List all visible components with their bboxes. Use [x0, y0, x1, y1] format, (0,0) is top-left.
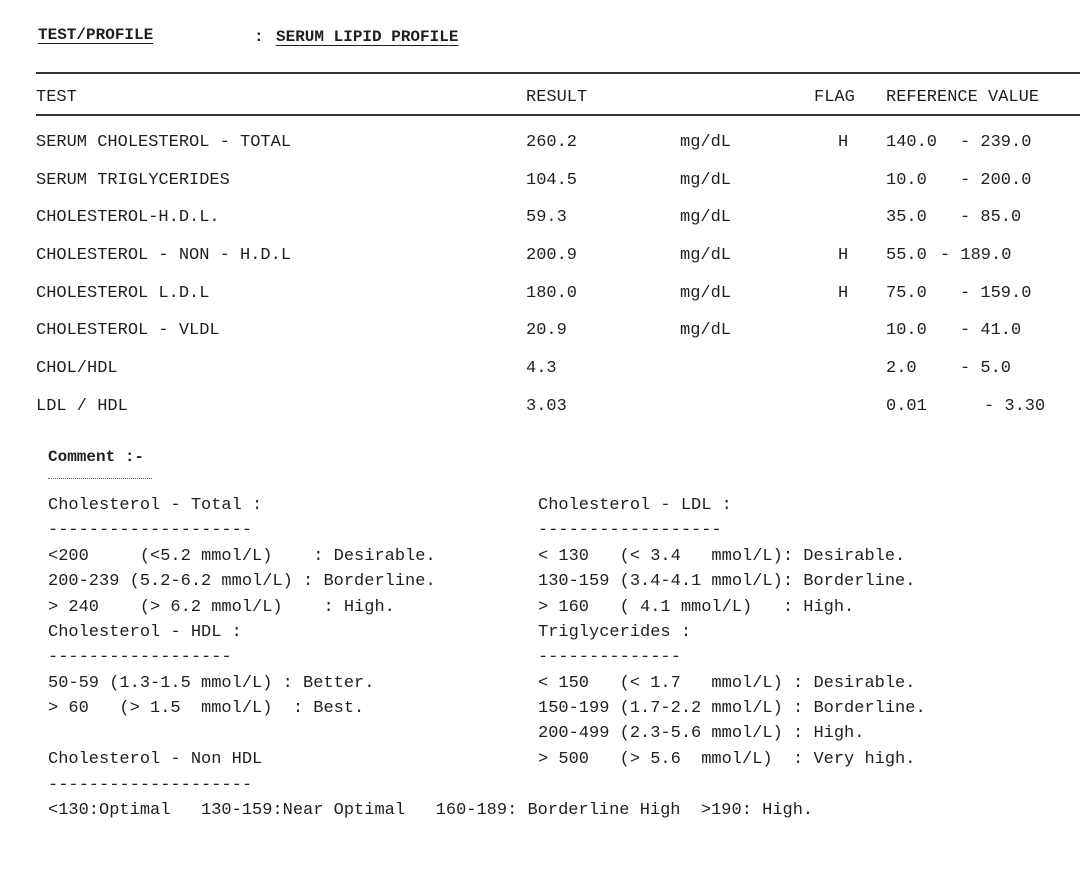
flag-cell: H [838, 284, 849, 303]
ldl-heading: Cholesterol - LDL : [538, 496, 732, 515]
result-cell: 104.5 [526, 171, 578, 190]
test-profile-value: SERUM LIPID PROFILE [276, 28, 459, 46]
flag-cell: H [838, 133, 849, 152]
ldl-line: 130-159 (3.4-4.1 mmol/L): Borderline. [538, 572, 916, 591]
total-line: 200-239 (5.2-6.2 mmol/L) : Borderline. [48, 572, 436, 591]
unit-cell: mg/dL [680, 171, 732, 190]
ref-low-cell: 10.0 [886, 321, 927, 340]
ldl-rule: ------------------ [538, 521, 722, 540]
col-header-test: TEST [36, 88, 77, 107]
ref-high-cell: - 85.0 [960, 208, 1022, 227]
non-hdl-rule: -------------------- [48, 776, 253, 795]
ref-low-cell: 0.01 [886, 397, 927, 416]
tg-line: 200-499 (2.3-5.6 mmol/L) : High. [538, 724, 865, 743]
hdl-heading: Cholesterol - HDL : [48, 623, 242, 642]
result-cell: 180.0 [526, 284, 578, 303]
col-header-result: RESULT [526, 88, 588, 107]
unit-cell: mg/dL [680, 284, 732, 303]
hdl-line: 50-59 (1.3-1.5 mmol/L) : Better. [48, 674, 375, 693]
table-header-rule [36, 114, 1080, 116]
result-cell: 20.9 [526, 321, 567, 340]
ref-high-cell: - 159.0 [960, 284, 1032, 303]
comment-title: Comment :- [48, 448, 145, 466]
total-heading: Cholesterol - Total : [48, 496, 263, 515]
ref-high-cell: - 200.0 [960, 171, 1032, 190]
comment-dotted-rule [48, 478, 152, 479]
ref-high-cell: - 189.0 [940, 246, 1012, 265]
unit-cell: mg/dL [680, 208, 732, 227]
result-cell: 260.2 [526, 133, 578, 152]
total-rule: -------------------- [48, 521, 253, 540]
col-header-flag: FLAG [814, 88, 855, 107]
hdl-rule: ------------------ [48, 648, 232, 667]
tg-line: < 150 (< 1.7 mmol/L) : Desirable. [538, 674, 916, 693]
total-line: > 240 (> 6.2 mmol/L) : High. [48, 598, 395, 617]
test-name-cell: CHOLESTEROL - VLDL [36, 321, 220, 340]
ref-high-cell: - 5.0 [960, 359, 1012, 378]
ref-low-cell: 75.0 [886, 284, 927, 303]
ref-low-cell: 140.0 [886, 133, 938, 152]
non-hdl-heading: Cholesterol - Non HDL [48, 750, 263, 769]
tg-heading: Triglycerides : [538, 623, 692, 642]
tg-line: > 500 (> 5.6 mmol/L) : Very high. [538, 750, 916, 769]
result-cell: 200.9 [526, 246, 578, 265]
unit-cell: mg/dL [680, 246, 732, 265]
test-name-cell: CHOLESTEROL L.D.L [36, 284, 210, 303]
ref-high-cell: - 41.0 [960, 321, 1022, 340]
test-name-cell: LDL / HDL [36, 397, 128, 416]
non-hdl-line: <130:Optimal 130-159:Near Optimal 160-189: Borderline High >190: High. [48, 801, 814, 820]
ldl-line: < 130 (< 3.4 mmol/L): Desirable. [538, 547, 906, 566]
col-header-reference: REFERENCE VALUE [886, 88, 1040, 107]
flag-cell: H [838, 246, 849, 265]
ref-low-cell: 2.0 [886, 359, 917, 378]
total-line: <200 (<5.2 mmol/L) : Desirable. [48, 547, 436, 566]
test-name-cell: SERUM TRIGLYCERIDES [36, 171, 230, 190]
ref-high-cell: - 239.0 [960, 133, 1032, 152]
result-cell: 59.3 [526, 208, 567, 227]
ldl-line: > 160 ( 4.1 mmol/L) : High. [538, 598, 855, 617]
tg-rule: -------------- [538, 648, 681, 667]
table-top-rule [36, 72, 1080, 74]
test-name-cell: SERUM CHOLESTEROL - TOTAL [36, 133, 292, 152]
ref-low-cell: 10.0 [886, 171, 927, 190]
test-name-cell: CHOLESTEROL-H.D.L. [36, 208, 220, 227]
tg-line: 150-199 (1.7-2.2 mmol/L) : Borderline. [538, 699, 926, 718]
cropped-previous-line [36, 0, 176, 4]
test-profile-label: TEST/PROFILE [38, 26, 154, 44]
test-profile-separator: : [254, 28, 264, 46]
result-cell: 4.3 [526, 359, 557, 378]
unit-cell: mg/dL [680, 321, 732, 340]
test-name-cell: CHOL/HDL [36, 359, 118, 378]
ref-low-cell: 35.0 [886, 208, 927, 227]
ref-high-cell: - 3.30 [984, 397, 1046, 416]
test-name-cell: CHOLESTEROL - NON - H.D.L [36, 246, 292, 265]
result-cell: 3.03 [526, 397, 567, 416]
unit-cell: mg/dL [680, 133, 732, 152]
hdl-line: > 60 (> 1.5 mmol/L) : Best. [48, 699, 365, 718]
ref-low-cell: 55.0 [886, 246, 927, 265]
